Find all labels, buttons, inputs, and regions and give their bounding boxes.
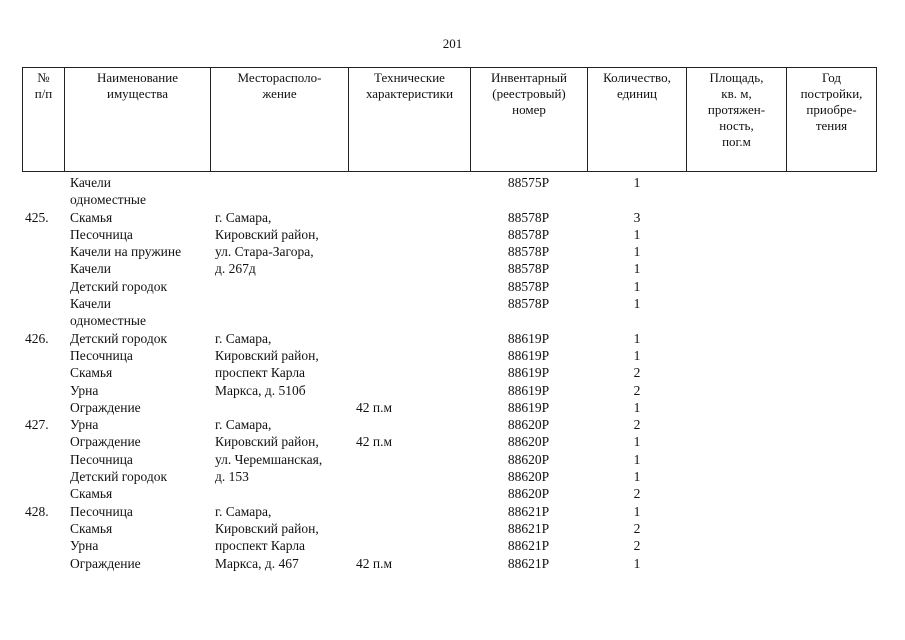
item-quantity: 1 xyxy=(633,175,641,190)
item-name: Урна xyxy=(70,417,99,433)
item-name: Ограждение xyxy=(70,399,141,415)
item-location: проспект Карла xyxy=(215,538,306,554)
item-name: Детский городок xyxy=(70,330,168,346)
item-inventory-number: 88619Р xyxy=(507,399,550,415)
item-technical: 42 п.м xyxy=(356,399,393,415)
item-inventory-number: 88578Р xyxy=(507,296,550,312)
item-location: г. Самара, xyxy=(215,330,272,346)
item-location: Кировский район, xyxy=(215,347,319,363)
item-quantity: 2 xyxy=(633,417,641,433)
item-name: Песочница xyxy=(70,503,133,519)
item-location: г. Самара, xyxy=(215,209,272,225)
item-location: Кировский район, xyxy=(215,226,319,242)
item-quantity: 2 xyxy=(633,365,641,381)
item-name: Скамья xyxy=(70,209,113,225)
item-location: Кировский район, xyxy=(215,434,319,450)
item-name: Качели xyxy=(70,261,112,277)
header-inventory: Инвентарный (реестровый) номер xyxy=(471,68,588,172)
header-technical: Технические характеристики xyxy=(349,68,471,172)
item-location: Маркса, д. 467 xyxy=(215,555,299,571)
item-quantity: 1 xyxy=(633,278,641,294)
item-name: одноместные xyxy=(70,192,146,208)
item-location: Маркса, д. 510б xyxy=(215,382,306,398)
item-quantity: 1 xyxy=(633,296,641,312)
header-year: Год постройки, приобре- тения xyxy=(787,68,877,172)
item-quantity: 1 xyxy=(633,244,641,260)
item-name: Детский городок xyxy=(70,469,168,485)
page-number: 201 xyxy=(442,36,463,51)
item-inventory-number: 88578Р xyxy=(507,226,550,242)
row-number: 425. xyxy=(25,209,49,225)
row-number: 428. xyxy=(25,503,49,519)
item-inventory-number: 88620Р xyxy=(507,486,550,502)
item-quantity: 1 xyxy=(633,347,641,363)
item-name: Урна xyxy=(70,538,99,554)
item-inventory-number: 88619Р xyxy=(507,330,550,346)
item-location: г. Самара, xyxy=(215,503,272,519)
item-quantity: 1 xyxy=(633,451,641,467)
item-location: ул. Стара-Загора, xyxy=(215,244,314,260)
item-name: Качели на пружине xyxy=(70,244,182,260)
item-inventory-number: 88621Р xyxy=(507,538,550,554)
item-inventory-number: 88620Р xyxy=(507,469,550,485)
item-quantity: 1 xyxy=(633,399,641,415)
item-inventory-number: 88620Р xyxy=(507,417,550,433)
header-area: Площадь, кв. м, протяжен- ность, пог.м xyxy=(687,68,787,172)
item-name: Песочница xyxy=(70,347,133,363)
item-technical: 42 п.м xyxy=(356,434,393,450)
item-inventory-number: 88621Р xyxy=(507,503,550,519)
item-name: Скамья xyxy=(70,486,113,502)
item-name: Качели xyxy=(70,296,112,312)
item-quantity: 1 xyxy=(633,555,641,571)
header-quantity: Количество, единиц xyxy=(588,68,687,172)
item-quantity: 2 xyxy=(633,538,641,554)
item-inventory-number: 88619Р xyxy=(507,365,550,381)
item-inventory-number: 88621Р xyxy=(507,520,550,536)
item-quantity: 1 xyxy=(633,434,641,450)
header-location: Месторасполо- жение xyxy=(211,68,349,172)
item-location: д. 267д xyxy=(215,261,256,277)
item-location: д. 153 xyxy=(215,469,249,485)
item-quantity: 1 xyxy=(633,226,641,242)
item-quantity: 2 xyxy=(633,486,641,502)
item-inventory-number: 88578Р xyxy=(507,278,550,294)
item-quantity: 2 xyxy=(633,382,641,398)
item-inventory-number: 88619Р xyxy=(507,382,550,398)
row-number: 427. xyxy=(25,417,49,433)
item-name: Качели xyxy=(70,175,112,190)
item-location: ул. Черемшанская, xyxy=(215,451,323,467)
item-inventory-number: 88578Р xyxy=(507,261,550,277)
item-quantity: 1 xyxy=(633,330,641,346)
item-inventory-number: 88619Р xyxy=(507,347,550,363)
row-number: 426. xyxy=(25,330,49,346)
item-name: Ограждение xyxy=(70,434,141,450)
item-name: Урна xyxy=(70,382,99,398)
item-name: одноместные xyxy=(70,313,146,329)
item-technical: 42 п.м xyxy=(356,555,393,571)
item-location: Кировский район, xyxy=(215,520,319,536)
item-inventory-number: 88578Р xyxy=(507,209,550,225)
item-inventory-number: 88620Р xyxy=(507,434,550,450)
item-name: Ограждение xyxy=(70,555,141,571)
item-inventory-number: 88578Р xyxy=(507,244,550,260)
item-inventory-number: 88620Р xyxy=(507,451,550,467)
item-quantity: 1 xyxy=(633,469,641,485)
table-header xyxy=(22,67,877,172)
header-number: № п/п xyxy=(23,68,65,172)
item-inventory-number: 88621Р xyxy=(507,555,550,571)
item-name: Детский городок xyxy=(70,278,168,294)
item-quantity: 2 xyxy=(633,520,641,536)
item-quantity: 1 xyxy=(633,503,641,519)
item-name: Скамья xyxy=(70,520,113,536)
item-quantity: 3 xyxy=(633,209,641,225)
item-location: г. Самара, xyxy=(215,417,272,433)
item-name: Скамья xyxy=(70,365,113,381)
item-quantity: 1 xyxy=(633,261,641,277)
item-location: проспект Карла xyxy=(215,365,306,381)
item-name: Песочница xyxy=(70,226,133,242)
header-name: Наименование имущества xyxy=(65,68,211,172)
item-name: Песочница xyxy=(70,451,133,467)
item-inventory-number: 88575Р xyxy=(507,175,550,190)
